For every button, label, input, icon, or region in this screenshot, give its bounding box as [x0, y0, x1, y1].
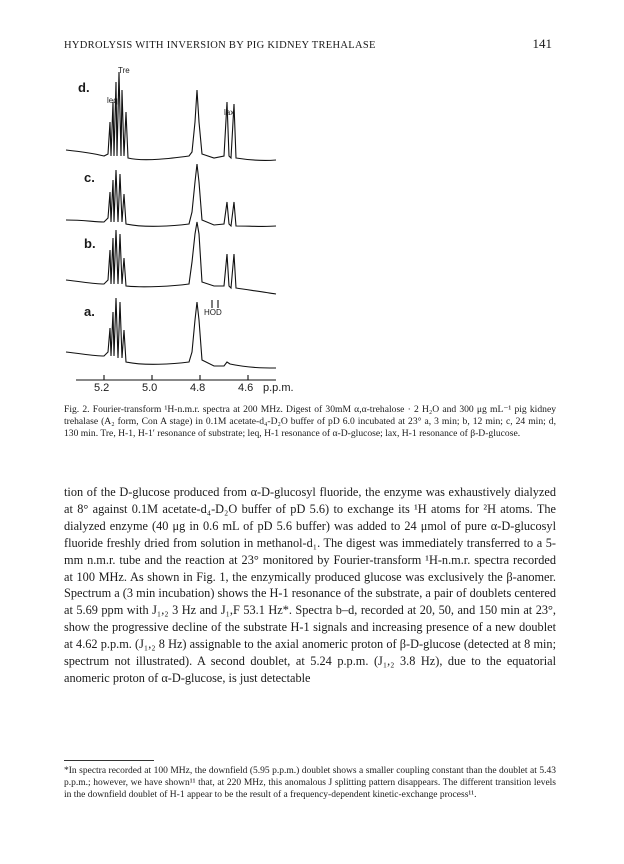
tick-label-5-0: 5.0	[142, 382, 158, 394]
spectrum-label-b: b.	[84, 236, 96, 251]
footnote: *In spectra recorded at 100 MHz, the downfield (5.95 p.p.m.) doublet shows a smaller coupling constant than the doublet at 5.43 p.p.m.; however, we have shown¹¹ that, at 220 MHz, this anomalous J splitting pattern disappears. The different transition levels in the downfield doublet of H-1 appear to be the result of a frequency-dependent kinetic-exchange process¹¹.	[64, 766, 556, 801]
spectrum-label-d: d.	[78, 80, 90, 95]
spectrum-a-trace	[66, 298, 276, 368]
axis-unit-label: p.p.m.	[263, 382, 294, 394]
spectrum-c-trace	[66, 164, 276, 226]
spectrum-label-c: c.	[84, 170, 95, 185]
body-paragraph: tion of the D-glucose produced from α-D-glucosyl fluoride, the enzyme was exhaustively dialyzed at 8° against 0.1M acetate-d₄-D₂O buffer of pD 5.6) to exchange its ¹H atoms for ²H atoms. The dialyzed enzyme (40 μg in 0.6 mL of pD 5.6 buffer) was added to 24 μmol of pure α-D-glucosyl fluoride freshly dried from solution in methanol-d₁. The digest was immediately transferred to a 5-mm n.m.r. tube and the reaction at 23° monitored by Fourier-transform ¹H-n.m.r. spectra recorded at 100 MHz. As shown in Fig. 1, the enzymically produced glucose was exclusively the β-anomer. Spectrum a (3 min incubation) shows the H-1 resonance of the substrate, a pair of doublets centered at 5.69 ppm with J₁,₂ 3 Hz and J₁,F 53.1 Hz*. Spectra b–d, recorded at 20, 50, and 150 min at 23°, show the progressive decline of the substrate H-1 signals and increasing presence of a new doublet at 4.62 p.p.m. (J₁,₂ 8 Hz) assignable to the axial anomeric proton of β-D-glucose (detected at 8 min; spectrum not illustrated). A second doublet, at 5.24 p.p.m. (J₁,₂ 3.8 Hz), due to the equatorial anomeric proton of α-D-glucose, is just detectable	[64, 485, 556, 685]
figure-caption: Fig. 2. Fourier-transform ¹H-n.m.r. spectra at 200 MHz. Digest of 30mM α,α-trehalose · 2 H₂O and 300 μg mL⁻¹ pig kidney trehalase (A₂ form, Con A stage) in 0.1M acetate-d₄-D₂O buffer of pD 6.0 incubated at 23° a, 3 min; b, 12 min; c, 24 min; d, 130 min. Tre, H-1, H-1′ resonance of substrate; leq, H-1 resonance of α-D-glucose; lax, H-1 resonance of β-D-glucose.	[64, 404, 556, 439]
spectrum-d-trace	[66, 72, 276, 160]
peak-label-hod: HOD	[204, 308, 222, 317]
nmr-figure	[64, 62, 364, 402]
tick-label-4-6: 4.6	[238, 382, 254, 394]
running-head: HYDROLYSIS WITH INVERSION BY PIG KIDNEY TREHALASE	[64, 40, 376, 51]
page-number: 141	[532, 36, 552, 51]
body-text	[64, 484, 556, 687]
peak-label-tre: Tre	[118, 66, 130, 75]
tick-label-5-2: 5.2	[94, 382, 110, 394]
spectrum-b-trace	[66, 222, 276, 294]
spectrum-label-a: a.	[84, 304, 95, 319]
tick-label-4-8: 4.8	[190, 382, 206, 394]
peak-label-lax: lax	[224, 108, 235, 117]
peak-label-leq: leq	[107, 96, 118, 105]
footnote-divider	[64, 760, 154, 761]
nmr-spectra-plot	[64, 62, 364, 402]
page-header	[64, 36, 552, 52]
